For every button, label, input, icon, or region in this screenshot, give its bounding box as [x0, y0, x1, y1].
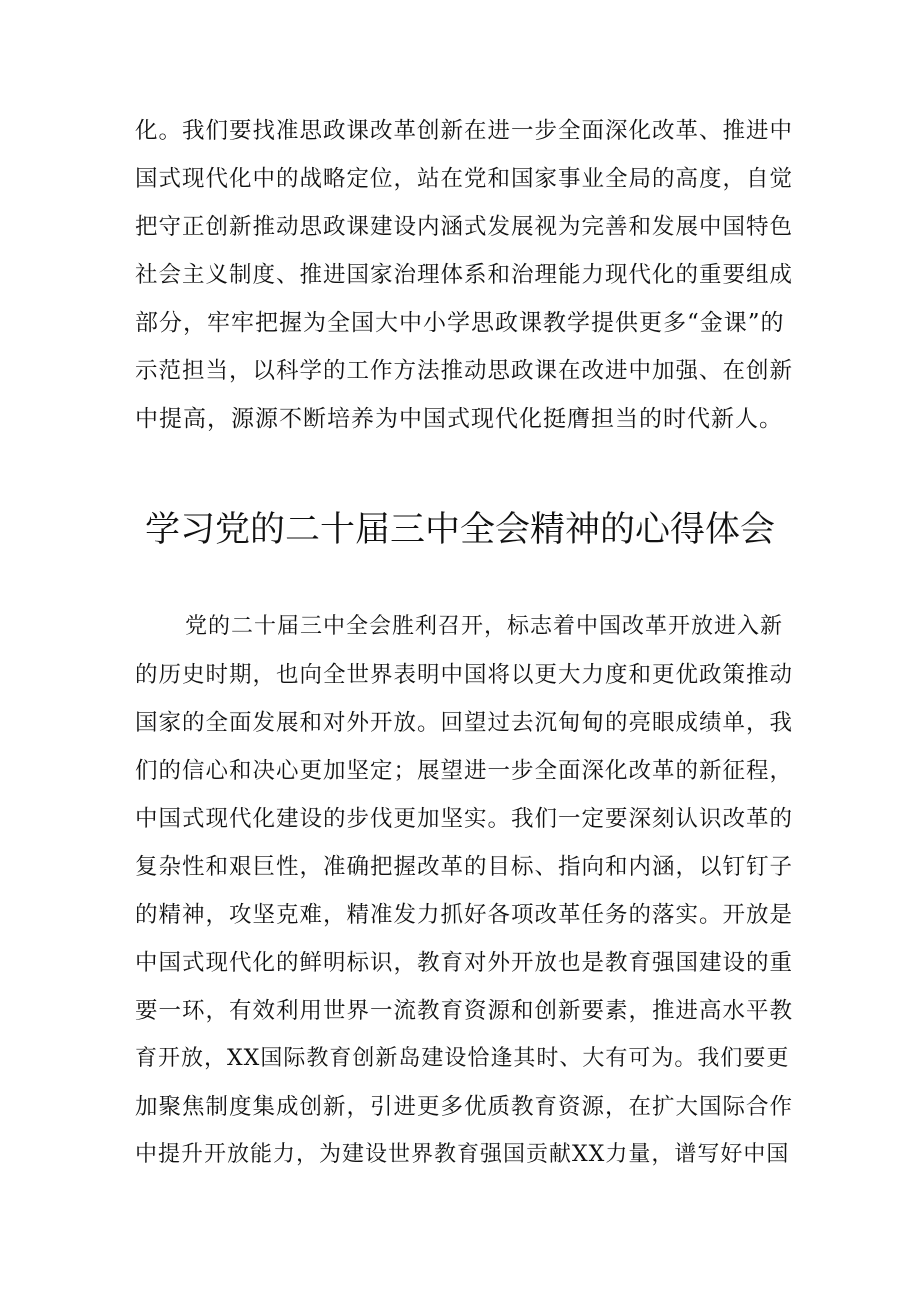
paragraph-line: 的精神，攻坚克难，精准发力抓好各项改革任务的落实。开放是 — [135, 902, 794, 928]
paragraph-line: 部分，牢牢把握为全国大中小学思政课教学提供更多“金课”的 — [135, 310, 785, 336]
paragraph-line: 党的二十届三中全会胜利召开，标志着中国改革开放进入新 — [185, 614, 784, 639]
paragraph-line: 中提高，源源不断培养为中国式现代化挺膺担当的时代新人。 — [135, 406, 783, 432]
paragraph-line: 国家的全面发展和对外开放。回望过去沉甸甸的亮眼成绩单，我 — [135, 710, 794, 736]
paragraph-line: 们的信心和决心更加坚定；展望进一步全面深化改革的新征程， — [135, 758, 794, 784]
paragraph-line: 国式现代化中的战略定位，站在党和国家事业全局的高度，自觉 — [135, 166, 794, 192]
paragraph-line: 中国式现代化的鲜明标识，教育对外开放也是教育强国建设的重 — [135, 950, 794, 976]
paragraph-line: 中提升开放能力，为建设世界教育强国贡献XX力量，谱写好中国 — [135, 1142, 790, 1167]
paragraph-line: 的历史时期，也向全世界表明中国将以更大力度和更优政策推动 — [135, 662, 794, 688]
paragraph-line: 育开放，XX国际教育创新岛建设恰逢其时、大有可为。我们要更 — [135, 1046, 790, 1071]
paragraph-line: 把守正创新推动思政课建设内涵式发展视为完善和发展中国特色 — [135, 214, 794, 240]
paragraph-line: 要一环，有效利用世界一流教育资源和创新要素，推进高水平教 — [135, 998, 794, 1024]
paragraph-line: 化。我们要找准思政课改革创新在进一步全面深化改革、推进中 — [135, 118, 794, 144]
paragraph-line: 社会主义制度、推进国家治理体系和治理能力现代化的重要组成 — [135, 262, 794, 288]
paragraph-line: 加聚焦制度集成创新，引进更多优质教育资源，在扩大国际合作 — [135, 1094, 794, 1120]
paragraph-line: 复杂性和艰巨性，准确把握改革的目标、指向和内涵，以钉钉子 — [135, 854, 794, 880]
article-title: 学习党的二十届三中全会精神的心得体会 — [144, 510, 775, 550]
paragraph-line: 示范担当，以科学的工作方法推动思政课在改进中加强、在创新 — [135, 358, 794, 384]
paragraph-line: 中国式现代化建设的步伐更加坚实。我们一定要深刻认识改革的 — [135, 806, 794, 832]
